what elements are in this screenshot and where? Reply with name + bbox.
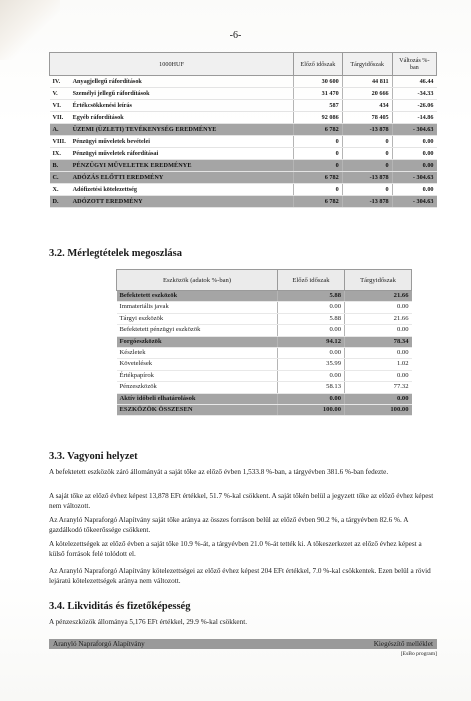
asset-row-curr: 0.00 bbox=[345, 393, 412, 404]
asset-table-header-row bbox=[117, 270, 412, 291]
asset-row-label: Értékpapírok bbox=[117, 370, 278, 381]
income-row-number: VIII. bbox=[50, 136, 70, 148]
income-row-prev: 6 782 bbox=[294, 196, 343, 208]
income-row-change: 0.00 bbox=[392, 136, 436, 148]
section-3-3-title: 3.3. Vagyoni helyzet bbox=[49, 451, 138, 462]
income-table-row bbox=[50, 100, 437, 112]
income-row-number: VII. bbox=[50, 112, 70, 124]
income-table-row bbox=[50, 124, 437, 136]
asset-table-body bbox=[117, 291, 412, 416]
income-row-label: Anyagjellegű ráfordítások bbox=[70, 76, 294, 88]
asset-row-label: ESZKÖZÖK ÖSSZESEN bbox=[117, 405, 278, 416]
asset-header-prev: Előző időszak bbox=[278, 270, 345, 291]
income-row-label: Pénzügyi műveletek ráfordításai bbox=[70, 148, 294, 160]
asset-header-curr: Tárgyidőszak bbox=[345, 270, 412, 291]
asset-row-prev: 5.88 bbox=[278, 291, 345, 302]
asset-row-prev: 100.00 bbox=[278, 405, 345, 416]
income-row-curr: 434 bbox=[342, 100, 392, 112]
section-3-2-title: 3.2. Mérlegtételek megoszlása bbox=[49, 248, 182, 259]
income-row-number: V. bbox=[50, 88, 70, 100]
asset-row-curr: 77.32 bbox=[345, 382, 412, 393]
asset-table-row bbox=[117, 348, 412, 359]
income-row-prev: 92 086 bbox=[294, 112, 343, 124]
asset-table-row bbox=[117, 370, 412, 381]
income-table-row bbox=[50, 160, 437, 172]
asset-table-row bbox=[117, 313, 412, 324]
income-row-curr: 20 666 bbox=[342, 88, 392, 100]
asset-row-curr: 0.00 bbox=[345, 348, 412, 359]
asset-table-row bbox=[117, 325, 412, 336]
income-row-prev: 6 782 bbox=[294, 124, 343, 136]
paragraph-equity-ratio: Az Aranyló Napraforgó Alapítvány saját tőke aránya az összes forráson belül az előző évben 90.2 %, a tárgyévben 82.6 %. A gazdálkodó tőkeerőssége csökkent. bbox=[49, 516, 408, 534]
income-row-prev: 587 bbox=[294, 100, 343, 112]
asset-row-label: Készletek bbox=[117, 348, 278, 359]
income-table-row bbox=[50, 88, 437, 100]
section-3-4-title: 3.4. Likviditás és fizetőképesség bbox=[49, 601, 191, 612]
asset-row-prev: 5.88 bbox=[278, 313, 345, 324]
income-row-curr: 44 811 bbox=[342, 76, 392, 88]
income-row-change: - 304.63 bbox=[392, 172, 436, 184]
asset-row-label: Forgóeszközök bbox=[117, 336, 278, 347]
income-header-prev: Előző időszak bbox=[294, 53, 343, 76]
income-row-change: - 304.63 bbox=[392, 196, 436, 208]
income-row-change: 46.44 bbox=[392, 76, 436, 88]
footer-program: [EsBo program] bbox=[400, 651, 437, 657]
income-table-row bbox=[50, 76, 437, 88]
paragraph-equity-change: A saját tőke az előző évhez képest 13,878 EFt értékkel, 51.7 %-kal csökkent. A saját tőkén belül a jegyzett tőke az előző évhez képest nem változott. bbox=[49, 492, 434, 510]
income-row-label: PÉNZÜGYI MŰVELETEK EREDMÉNYE bbox=[70, 160, 294, 172]
paragraph-liabilities-ratio: A kötelezettségek az előző évben a saját tőke 10.9 %-át, a tárgyévben 21.0 %-át tették ki. A tőkeszerkezet az előző évhez képest a külső források felé tolódott el. bbox=[49, 540, 422, 558]
asset-row-curr: 78.34 bbox=[345, 336, 412, 347]
asset-row-prev: 58.13 bbox=[278, 382, 345, 393]
asset-row-prev: 0.00 bbox=[278, 370, 345, 381]
asset-row-curr: 100.00 bbox=[345, 405, 412, 416]
asset-distribution-table bbox=[116, 269, 412, 416]
income-row-curr: -13 878 bbox=[342, 124, 392, 136]
income-row-curr: -13 878 bbox=[342, 172, 392, 184]
income-row-prev: 0 bbox=[294, 136, 343, 148]
income-row-prev: 31 470 bbox=[294, 88, 343, 100]
asset-row-label: Befektetett eszközök bbox=[117, 291, 278, 302]
income-statement-table bbox=[49, 52, 437, 208]
income-row-label: ADÓZÁS ELŐTTI EREDMÉNY bbox=[70, 172, 294, 184]
paragraph-cash-change: A pénzeszközök állománya 5,176 EFt értékkel, 29.9 %-kal csökkent. bbox=[49, 618, 247, 626]
asset-row-label: Tárgyi eszközök bbox=[117, 313, 278, 324]
income-header-label: 1000HUF bbox=[50, 53, 294, 76]
income-row-number: IV. bbox=[50, 76, 70, 88]
income-row-prev: 0 bbox=[294, 184, 343, 196]
income-row-number: VI. bbox=[50, 100, 70, 112]
income-row-number: A. bbox=[50, 124, 70, 136]
income-row-label: Értékcsökkenési leírás bbox=[70, 100, 294, 112]
income-row-prev: 30 600 bbox=[294, 76, 343, 88]
income-row-curr: 0 bbox=[342, 184, 392, 196]
income-row-label: Adófizetési kötelezettség bbox=[70, 184, 294, 196]
asset-row-label: Befektetett pénzügyi eszközök bbox=[117, 325, 278, 336]
income-row-number: D. bbox=[50, 196, 70, 208]
asset-header-label: Eszközök (adatok %-ban) bbox=[117, 270, 278, 291]
income-row-prev: 0 bbox=[294, 160, 343, 172]
income-row-change: -14.86 bbox=[392, 112, 436, 124]
income-row-change: - 304.63 bbox=[392, 124, 436, 136]
income-row-change: -26.06 bbox=[392, 100, 436, 112]
asset-row-curr: 21.66 bbox=[345, 291, 412, 302]
income-table-header-row bbox=[50, 53, 437, 76]
income-table-row bbox=[50, 148, 437, 160]
income-row-curr: 0 bbox=[342, 160, 392, 172]
income-row-label: ÜZEMI (ÜZLETI) TEVÉKENYSÉG EREDMÉNYE bbox=[70, 124, 294, 136]
income-row-curr: 0 bbox=[342, 136, 392, 148]
asset-row-curr: 0.00 bbox=[345, 302, 412, 313]
asset-table-row bbox=[117, 336, 412, 347]
asset-row-prev: 0.00 bbox=[278, 393, 345, 404]
income-row-label: Személyi jellegű ráfordítások bbox=[70, 88, 294, 100]
asset-row-curr: 0.00 bbox=[345, 325, 412, 336]
income-row-prev: 6 782 bbox=[294, 172, 343, 184]
asset-row-label: Immateriális javak bbox=[117, 302, 278, 313]
income-row-curr: 78 405 bbox=[342, 112, 392, 124]
asset-row-label: Pénzeszközök bbox=[117, 382, 278, 393]
income-table-row bbox=[50, 136, 437, 148]
income-row-curr: -13 878 bbox=[342, 196, 392, 208]
income-row-number: B. bbox=[50, 160, 70, 172]
income-row-change: 0.00 bbox=[392, 148, 436, 160]
asset-table-row bbox=[117, 302, 412, 313]
income-table-row bbox=[50, 172, 437, 184]
income-row-label: ADÓZOTT EREDMÉNY bbox=[70, 196, 294, 208]
asset-table-row bbox=[117, 405, 412, 416]
asset-table-row bbox=[117, 393, 412, 404]
income-table-body bbox=[50, 76, 437, 208]
income-table-row bbox=[50, 112, 437, 124]
income-table-row bbox=[50, 196, 437, 208]
asset-row-curr: 0.00 bbox=[345, 370, 412, 381]
income-row-number: IX. bbox=[50, 148, 70, 160]
asset-row-label: Követelések bbox=[117, 359, 278, 370]
asset-row-prev: 35.99 bbox=[278, 359, 345, 370]
asset-row-prev: 0.00 bbox=[278, 302, 345, 313]
income-row-number: C. bbox=[50, 172, 70, 184]
income-row-change: -34.33 bbox=[392, 88, 436, 100]
asset-row-prev: 94.12 bbox=[278, 336, 345, 347]
income-row-label: Pénzügyi műveletek bevételei bbox=[70, 136, 294, 148]
asset-row-label: Aktív időbeli elhatárolások bbox=[117, 393, 278, 404]
paragraph-liabilities-change: Az Aranyló Napraforgó Alapítvány kötelezettségei az előző évhez képest 204 EFt értékkel, 7.0 %-kal csökkentek. Ezen belül a rövid lejáratú kötelezettségek aránya nem változott. bbox=[49, 567, 431, 585]
asset-row-prev: 0.00 bbox=[278, 348, 345, 359]
asset-table-row bbox=[117, 291, 412, 302]
income-row-number: X. bbox=[50, 184, 70, 196]
paragraph-fixed-assets-coverage: A befektetett eszközök záró állományát a saját tőke az előző évben 1,533.8 %-ban, a tárgyévben 381.6 %-ban fedezte. bbox=[49, 468, 389, 476]
income-table-row bbox=[50, 184, 437, 196]
income-row-label: Egyéb ráfordítások bbox=[70, 112, 294, 124]
asset-row-curr: 21.66 bbox=[345, 313, 412, 324]
income-row-prev: 0 bbox=[294, 148, 343, 160]
asset-table-row bbox=[117, 359, 412, 370]
income-row-change: 0.00 bbox=[392, 160, 436, 172]
income-row-curr: 0 bbox=[342, 148, 392, 160]
income-header-change: Változás %-ban bbox=[392, 53, 436, 76]
footer-organization: Aranyló Napraforgó Alapítvány bbox=[53, 640, 145, 648]
footer-bar bbox=[49, 639, 437, 649]
footer-document-type: Kiegészítő melléklet bbox=[373, 640, 433, 648]
asset-table-row bbox=[117, 382, 412, 393]
income-row-change: 0.00 bbox=[392, 184, 436, 196]
asset-row-prev: 0.00 bbox=[278, 325, 345, 336]
page-number: -6- bbox=[229, 30, 242, 41]
asset-row-curr: 1.02 bbox=[345, 359, 412, 370]
income-header-curr: Tárgyidőszak bbox=[342, 53, 392, 76]
